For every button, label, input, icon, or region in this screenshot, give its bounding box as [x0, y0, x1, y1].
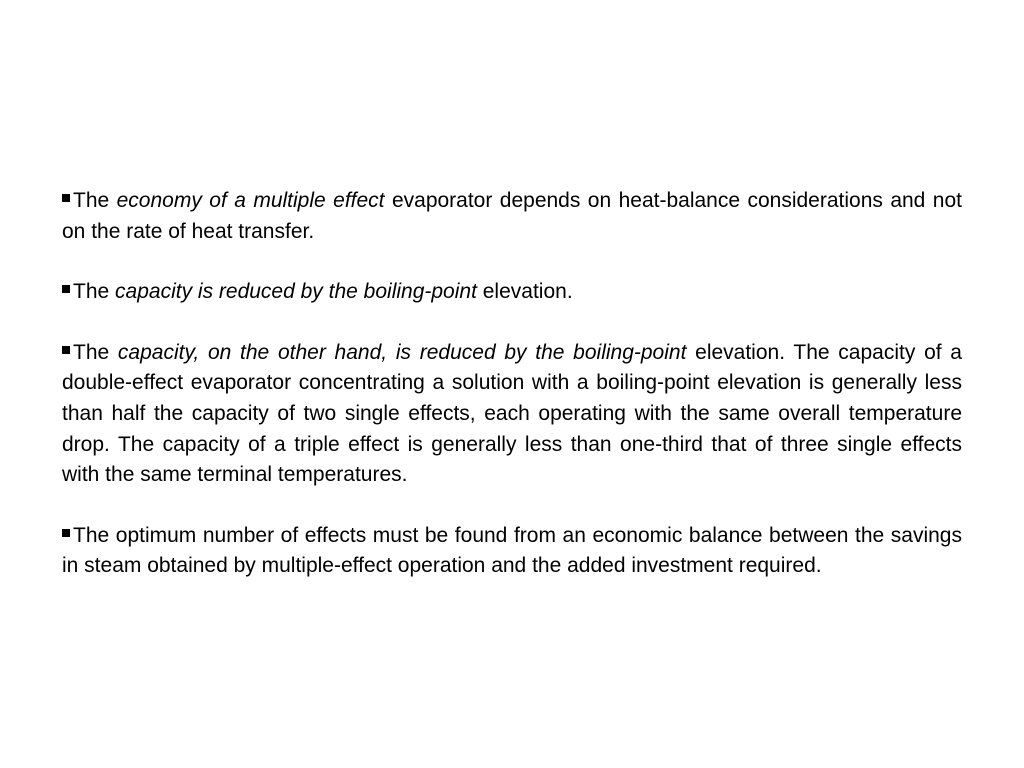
bullet-paragraph-capacity-reduced [62, 277, 962, 308]
paragraph-text: elevation. [476, 280, 573, 304]
paragraph-text: The optimum number of effects must be found from an economic balance between the savings in steam obtained by multiple-effect operation and the added investment required. [62, 523, 962, 578]
paragraph-italic-text: capacity is reduced by the boiling-point [115, 280, 477, 304]
paragraph-text: elevation. The capacity of a double-effect evaporator concentrating a solution with a boiling-point elevation is generally less than half the capacity of two single effects, each operating with the same overall temperature drop. The capacity of a triple effect is generally less than one-third that of three single effects with the same terminal temperatures. [62, 340, 962, 487]
paragraph-text: The [73, 280, 116, 304]
paragraph-text: The [73, 189, 117, 212]
bullet-paragraph-capacity-comparison [62, 338, 962, 491]
bullet-paragraph-optimum-effects [62, 521, 962, 582]
paragraph-italic-text: capacity, on the other hand, is reduced by the boiling-point [117, 340, 687, 364]
paragraph-text: The [73, 340, 118, 364]
square-bullet-icon [62, 529, 70, 537]
square-bullet-icon [62, 194, 70, 202]
bullet-paragraph-economy [62, 186, 962, 247]
square-bullet-icon [62, 285, 70, 293]
slide-body [62, 186, 962, 612]
paragraph-text: evaporator depends on heat-balance considerations and not on the rate of heat transfer. [62, 189, 962, 243]
paragraph-italic-text: economy of a multiple effect [116, 189, 385, 212]
square-bullet-icon [62, 346, 70, 354]
